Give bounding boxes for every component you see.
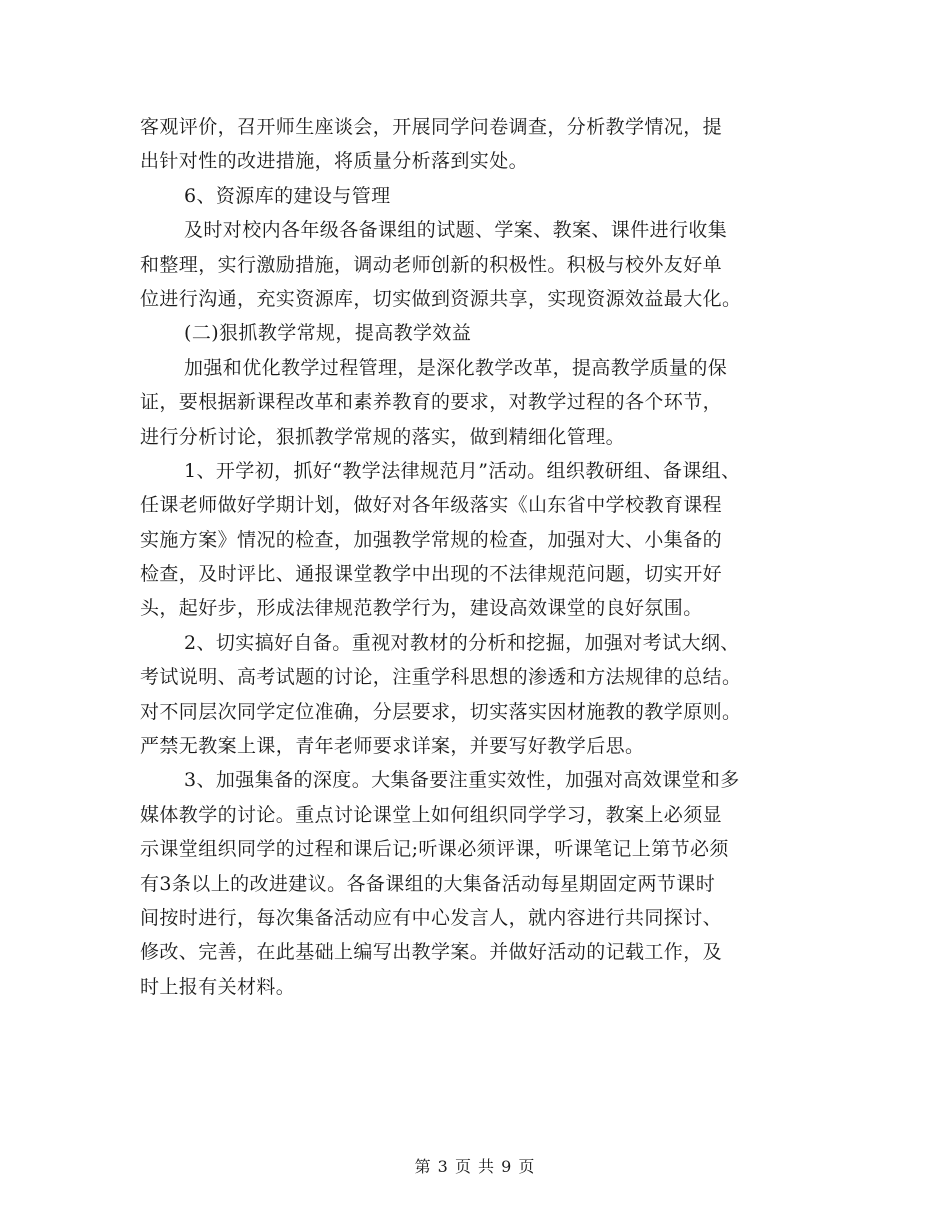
text-line: 6、资源库的建设与管理 [184, 184, 391, 207]
text-line: 修改、完善，在此基础上编写出教学案。并做好活动的记载工作，及 [140, 941, 723, 964]
text-line: (二)狠抓教学常规，提高教学效益 [184, 322, 472, 345]
text-line: 头，起好步，形成法律规范教学行为，建设高效课堂的良好氛围。 [140, 597, 703, 620]
text-line: 和整理，实行激励措施，调动老师创新的积极性。积极与校外友好单 [140, 253, 723, 276]
text-line: 时上报有关材料。 [140, 975, 296, 998]
text-line: 及时对校内各年级各备课组的试题、学案、教案、课件进行收集 [184, 219, 728, 242]
text-line: 实施方案》情况的检查，加强教学常规的检查，加强对大、小集备的 [140, 528, 723, 551]
text-line: 证，要根据新课程改革和素养教育的要求，对教学过程的各个环节， [140, 391, 723, 414]
text-line: 2、切实搞好自备。重视对教材的分析和挖掘，加强对考试大纲、 [184, 631, 740, 654]
text-line: 1、开学初，抓好“教学法律规范月”活动。组织教研组、备课组、 [184, 459, 741, 482]
text-line: 间按时进行，每次集备活动应有中心发言人，就内容进行共同探讨、 [140, 906, 723, 929]
page-number-footer: 第 3 页 共 9 页 [414, 1157, 536, 1176]
text-line: 进行分析讨论，狠抓教学常规的落实，做到精细化管理。 [140, 425, 626, 448]
document-body [140, 110, 820, 1004]
text-line: 检查，及时评比、通报课堂教学中出现的不法律规范问题，切实开好 [140, 563, 723, 586]
text-line: 对不同层次同学定位准确，分层要求，切实落实因材施教的教学原则。 [140, 700, 742, 723]
text-line: 客观评价，召开师生座谈会，开展同学问卷调查，分析教学情况，提 [140, 116, 723, 138]
text-line: 有3条以上的改进建议。各备课组的大集备活动每星期固定两节课时 [140, 872, 716, 895]
text-line: 示课堂组织同学的过程和课后记;听课必须评课，听课笔记上第节必须 [140, 838, 729, 861]
text-line: 媒体教学的讨论。重点讨论课堂上如何组织同学学习，教案上必须显 [140, 803, 723, 826]
text-line: 严禁无教案上课，青年老师要求详案，并要写好教学后思。 [140, 735, 645, 758]
text-line: 出针对性的改进措施，将质量分析落到实处。 [140, 150, 529, 173]
text-line: 任课老师做好学期计划，做好对各年级落实《山东省中学校教育课程 [140, 494, 723, 517]
text-line: 3、加强集备的深度。大集备要注重实效性，加强对高效课堂和多 [184, 769, 740, 792]
text-line: 考试说明、高考试题的讨论，注重学科思想的渗透和方法规律的总结。 [140, 666, 742, 689]
text-line: 加强和优化教学过程管理，是深化教学改革，提高教学质量的保 [184, 356, 728, 379]
text-line: 位进行沟通，充实资源库，切实做到资源共享，实现资源效益最大化。 [140, 287, 742, 310]
